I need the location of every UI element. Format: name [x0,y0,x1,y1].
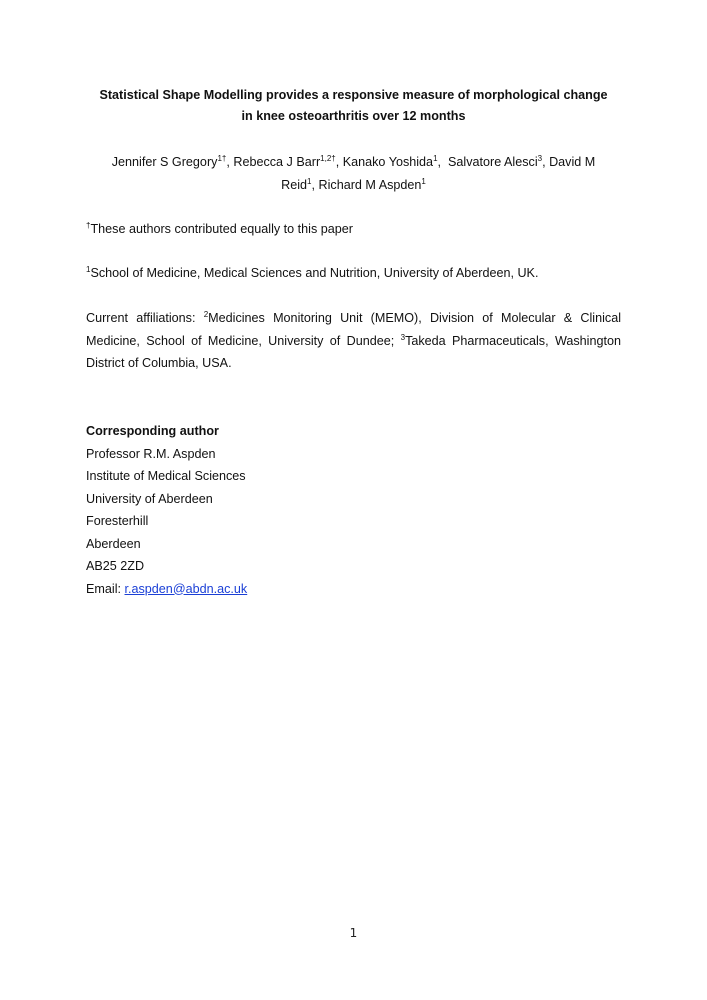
corresponding-author-block [86,420,621,600]
paper-title [60,85,647,127]
page-number: 1 [349,926,358,940]
author-affiliation-mark: 3 [537,154,543,163]
affiliation-note [86,262,621,285]
author-affiliation-mark: 1,2† [320,154,336,163]
current-affiliations [86,307,621,375]
current-affiliations-text: Medicine, School of Medicine, University of Dundee; [86,333,401,348]
email-link[interactable]: r.aspden@abdn.ac.uk [124,581,248,596]
author-line-1: Jennifer S Gregory$^{1\dagger}$, Rebecca J Barr$^{1,2\dagger}$, Kanako Yoshida$^1$, Salvatore Alesci$^3$, David M [111,154,596,169]
affiliation-text: School of Medicine, Medical Sciences and Nutrition, University of Aberdeen, UK. [90,266,539,280]
author-name: David M [549,155,596,169]
address-line: AB25 2ZD [86,559,145,573]
current-affiliations-line-3: District of Columbia, USA. [86,356,232,370]
affiliation-mark: 1 [86,265,91,274]
affiliation-mark: 2 [203,310,209,319]
author-line-2: Reid$^1$, Richard M Aspden$^1$ [281,177,426,192]
equal-contribution-note [86,218,621,241]
author-name: Richard M Aspden [318,178,422,192]
equal-contribution-text: These authors contributed equally to this paper [90,222,353,236]
author-name: Kanako Yoshida [342,155,434,169]
current-affiliations-label: Current affiliations: [86,311,204,325]
title-line-2: in knee osteoarthritis over 12 months [241,109,466,123]
title-line-1: Statistical Shape Modelling provides a responsive measure of morphological change [99,88,608,102]
author-name: Salvatore Alesci [448,155,538,169]
affiliation-mark: 3 [400,332,406,342]
address-line: Foresterhill [86,514,149,528]
author-list [60,151,647,197]
address-line: University of Aberdeen [86,491,213,506]
address-line: Aberdeen [86,536,141,551]
address-line: Professor R.M. Aspden [86,446,216,461]
address-line: Institute of Medical Sciences [86,469,246,483]
current-affiliations-text: Takeda Pharmaceuticals, Washington [405,333,621,348]
dagger-mark: † [86,221,91,230]
email-label: Email: [86,581,125,596]
author-name: Jennifer S Gregory [111,155,218,169]
author-affiliation-mark: 1 [421,177,426,186]
author-name: Rebecca J Barr [233,155,321,169]
current-affiliations-line-1 [86,307,621,330]
corresponding-author-heading: Corresponding author [86,424,219,438]
email-line [86,578,621,601]
author-affiliation-mark: 1 [433,154,438,163]
current-affiliations-line-2 [86,330,621,353]
author-name: Reid [281,178,308,192]
author-affiliation-mark: 1† [217,154,227,163]
author-affiliation-mark: 1 [307,177,312,186]
current-affiliations-text: Medicines Monitoring Unit (MEMO), Division of Molecular & Clinical [208,311,621,325]
